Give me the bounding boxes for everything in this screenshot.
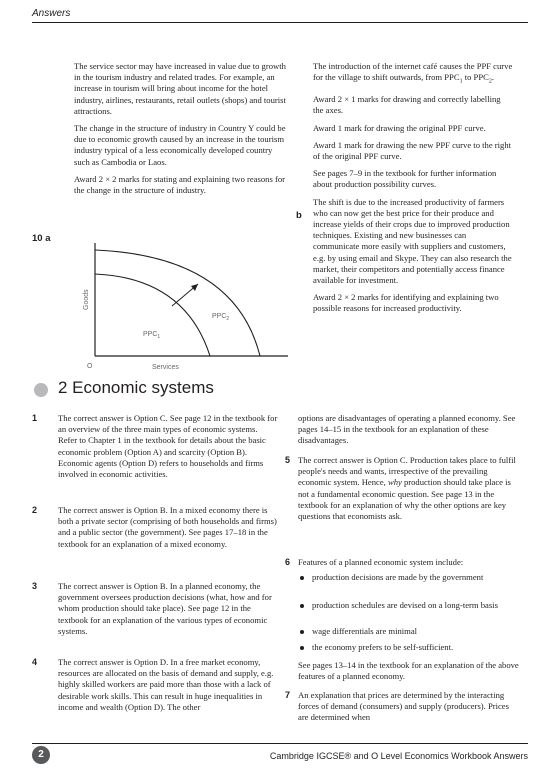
answer-3: The correct answer is Option B. In a planned economy, the government oversees production decisions (what, how and for whom production should take place). See page 12 in the textbook for an explanation of the various types of economic systems.	[58, 581, 272, 636]
paragraph: Award 1 mark for drawing the new PPF curve to the right of the original PPF curve.	[313, 139, 512, 161]
shift-arrow-head	[191, 284, 198, 291]
answer-4: The correct answer is Option D. In a free market economy, resources are allocated on the basis of demand and supply, e.g. highly skilled workers are paid more than those with a lack of desirable work skills. This can result in huge inequalities in income and wealth (Option D). The other	[58, 657, 274, 712]
page-number: 2	[32, 746, 50, 764]
section-title: 2 Economic systems	[58, 378, 214, 397]
bullet-icon	[300, 604, 304, 608]
section-bullet-icon	[34, 383, 48, 397]
paragraph: Award 2 × 2 marks for identifying and explaining two possible reasons for increased productivity.	[313, 292, 499, 314]
list-item: production decisions are made by the government	[312, 572, 484, 582]
answer-number-3: 3	[32, 581, 38, 591]
paragraph: See pages 7–9 in the textbook for further information about production possibility curves.	[313, 168, 497, 190]
answer-2: The correct answer is Option B. In a mixed economy there is both a private sector (comprising of both households and firms) and a public sector (the government). See pages 17–18 in the textbook for an explanation of a mixed economy.	[58, 505, 277, 549]
answer-number-5: 5	[285, 455, 291, 465]
question-label-b: b	[296, 210, 302, 221]
list-item: wage differentials are minimal	[312, 626, 418, 636]
bullet-icon	[300, 576, 304, 580]
paragraph: The shift is due to the increased productivity of farmers who can now get the best price for their produce and increase yields of their crops due to improved production techniques. Existing and new businesses can communicate more easily with suppliers and customers, e.g. by using email and Skype. They can also research the market, their competitors and potentially access finance available for investment.	[313, 196, 512, 285]
header-rule	[32, 22, 528, 23]
answer-6-outro: See pages 13–14 in the textbook for an explanation of the above features of a planned economy.	[298, 660, 519, 682]
top-right-column	[313, 61, 513, 321]
bullet-icon	[300, 646, 304, 650]
answer-4-continued: options are disadvantages of operating a planned economy. See pages 14–15 in the textbook for an explanation of these disadvantages.	[298, 413, 516, 446]
answer-5: The correct answer is Option C. Production takes place to fulfil people's needs and wants, irrespective of the prevailing economic system. Hence, why production should take place is not a fundamental economic question. See page 13 in the textbook for an explanation of why the other options are key questions that economists ask.	[298, 455, 516, 522]
x-axis-label: Services	[152, 364, 179, 371]
answer-number-2: 2	[32, 505, 38, 515]
y-axis-label: Goods	[83, 289, 90, 310]
answer-number-6: 6	[285, 557, 291, 567]
answer-number-4: 4	[32, 657, 38, 667]
origin-label: O	[87, 363, 93, 370]
ppc1-label: $PPC_1$	[143, 331, 161, 340]
ppc2-label: $PPC_2$	[212, 313, 230, 322]
answer-7: An explanation that prices are determined by the interacting forces of demand (consumers) and supply (producers). Prices are determined when	[298, 690, 509, 723]
footer-text: Cambridge IGCSE® and O Level Economics Workbook Answers	[269, 751, 528, 761]
paragraph: Award 2 × 2 marks for stating and explaining two reasons for the change in the structure of industry.	[74, 173, 285, 196]
list-item: the economy prefers to be self-sufficient.	[312, 642, 454, 652]
question-label-10a: 10 a	[32, 233, 51, 244]
ppc-graph	[60, 238, 300, 373]
answer-number-1: 1	[32, 413, 38, 423]
list-item: production schedules are devised on a long-term basis	[312, 600, 498, 610]
answer-6-intro: Features of a planned economic system include:	[298, 557, 464, 567]
bullet-icon	[300, 630, 304, 634]
answer-1: The correct answer is Option C. See page 12 in the textbook for an overview of the three main types of economic systems. Refer to Chapter 1 in the textbook for details about the basic economic problem (Option A) and scarcity (Option B). Economic agents (Option D) refers to households and firms involved in economic activities.	[58, 413, 278, 480]
paragraph: Award 2 × 1 marks for drawing and correctly labelling the axes.	[313, 94, 501, 116]
paragraph: The service sector may have increased in value due to growth in the tourism industry and related trades. For example, an increase in tourism will bring about income for the hotel industry, airlines, restaurants, retail outlets (shops) and tourist attractions.	[74, 61, 286, 116]
paragraph: The introduction of the internet café causes the PPF curve for the village to shift outwards, from $PPC_1$ to $PPC_2$.	[313, 61, 513, 85]
footer-rule	[32, 743, 528, 744]
top-left-column	[74, 61, 286, 202]
paragraph: The change in the structure of industry in Country Y could be due to economic growth caused by an increase in the tourism industry typical of a less economically developed country such as Cambodia or Laos.	[74, 123, 286, 167]
answer-number-7: 7	[285, 690, 291, 700]
paragraph: Award 1 mark for drawing the original PPF curve.	[313, 122, 486, 133]
running-header: Answers	[32, 8, 71, 19]
